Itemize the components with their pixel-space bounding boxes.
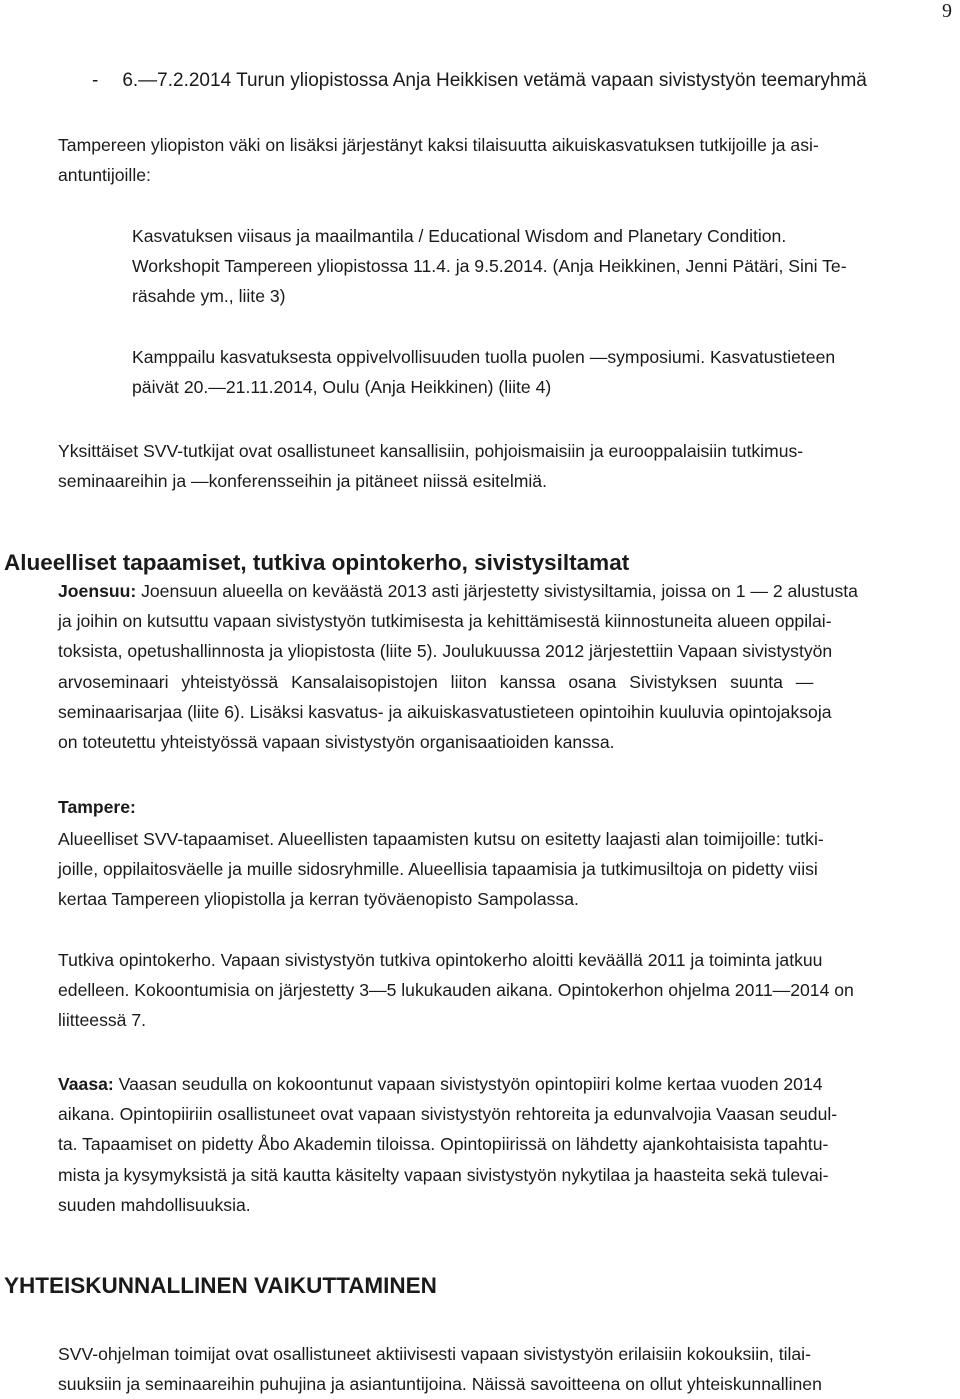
tampere-line: Alueelliset SVV-tapaamiset. Alueellisten tapaamisten kutsu on esitetty laajasti alan toimijoille: tutki- xyxy=(58,829,824,849)
vaasa-line: ta. Tapaamiset on pidetty Åbo Akademin tiloissa. Opintopiirissä on lähdetty ajankohtaisista tapahtu- xyxy=(58,1134,829,1155)
study-circle-paragraph xyxy=(58,945,958,1036)
joensuu-paragraph xyxy=(58,576,958,757)
intro-paragraph xyxy=(58,130,940,190)
joensuu-line: ja joihin on kutsuttu vapaan sivistystyön tutkimisesta ja kehittämisestä kiinnostuneita alueen oppilai- xyxy=(58,611,832,632)
event-2-line: Kamppailu kasvatuksesta oppivelvollisuuden tuolla puolen —symposiumi. Kasvatustieteen xyxy=(132,347,836,367)
section-heading-regional: Alueelliset tapaamiset, tutkiva opintokerho, sivistysiltamat xyxy=(4,550,630,575)
vaasa-line: aikana. Opintopiiriin osallistuneet ovat vapaan sivistystyön rehtoreita ja edunvalvojia Vaasan seudul- xyxy=(58,1104,838,1125)
event-1-line: räsahde ym., liite 3) xyxy=(132,286,286,307)
bullet-text: 6.—7.2.2014 Turun yliopistossa Anja Heikkisen vetämä vapaan sivistystyön teemaryhmä xyxy=(122,70,867,91)
vaasa-line: mista ja kysymyksistä ja sitä kautta käsitelty vapaan sivistystyön nykytilaa ja haasteita sekä tulevai- xyxy=(58,1164,829,1185)
page-number: 9 xyxy=(942,0,952,22)
study-circle-line: edelleen. Kokoontumisia on järjestetty 3—5 lukukauden aikana. Opintokerhon ohjelma 2011—2014 on xyxy=(58,980,854,1001)
event-1-line: Workshopit Tampereen yliopistossa 11.4. ja 9.5.2014. (Anja Heikkinen, Jenni Pätäri, Sini Te- xyxy=(132,256,847,277)
event-2-line: päivät 20.—21.11.2014, Oulu (Anja Heikkinen) (liite 4) xyxy=(132,377,552,398)
intro-line: Tampereen yliopiston väki on lisäksi järjestänyt kaksi tilaisuutta aikuiskasvatuksen tutkijoille ja asi- xyxy=(58,135,819,155)
vaasa-paragraph xyxy=(58,1069,958,1220)
event-1 xyxy=(132,221,954,312)
section-heading-societal: YHTEISKUNNALLINEN VAIKUTTAMINEN xyxy=(4,1273,437,1298)
joensuu-line: arvoseminaari yhteistyössä Kansalaisopistojen liiton kanssa osana Sivistyksen suunta — xyxy=(58,671,814,692)
individual-paragraph xyxy=(58,436,958,496)
study-circle-line: liitteessä 7. xyxy=(58,1010,147,1031)
bullet-dash: - xyxy=(92,70,99,91)
tampere-paragraph xyxy=(58,824,958,915)
joensuu-line: Joensuun alueella on keväästä 2013 asti järjestetty sivistysiltamia, joissa on 1 — 2 alustusta xyxy=(136,581,858,601)
joensuu-line: on toteutettu yhteistyössä vapaan sivistystyön organisaatioiden kanssa. xyxy=(58,732,615,753)
vaasa-line: suuden mahdollisuuksia. xyxy=(58,1194,251,1215)
vaasa-label: Vaasa: xyxy=(58,1074,114,1094)
bullet-item xyxy=(92,70,867,92)
individual-line: Yksittäiset SVV-tutkijat ovat osallistuneet kansallisiin, pohjoismaisiin ja eurooppalaisiin tutkimus- xyxy=(58,441,804,461)
study-circle-line: Tutkiva opintokerho. Vapaan sivistystyön tutkiva opintokerho aloitti keväällä 2011 ja toiminta jatkuu xyxy=(58,950,823,970)
joensuu-label: Joensuu: xyxy=(58,581,137,601)
vaasa-line: Vaasan seudulla on kokoontunut vapaan sivistystyön opintopiiri kolme kertaa vuoden 2014 xyxy=(113,1074,823,1094)
joensuu-line: toksista, opetushallinnosta ja yliopistosta (liite 5). Joulukuussa 2012 järjestettiin Vapaan sivistystyön xyxy=(58,641,833,662)
tampere-line: kertaa Tampereen yliopistolla ja kerran työväenopisto Sampolassa. xyxy=(58,889,579,910)
event-1-line: Kasvatuksen viisaus ja maailmantila / Educational Wisdom and Planetary Condition. xyxy=(132,226,787,246)
event-2 xyxy=(132,342,954,402)
tampere-line: joille, oppilaitosväelle ja muille sidosryhmille. Alueellisia tapaamisia ja tutkimusiltoja on pidetty viisi xyxy=(58,859,818,880)
intro-line: antuntijoille: xyxy=(58,165,151,186)
tampere-label: Tampere: xyxy=(58,797,136,817)
societal-line: SVV-ohjelman toimijat ovat osallistuneet aktiivisesti vapaan sivistystyön erilaisiin kokouksiin, tilai- xyxy=(58,1344,811,1364)
societal-paragraph xyxy=(58,1339,958,1399)
societal-line: suuksiin ja seminaareihin puhujina ja asiantuntijoina. Näissä savoitteena on ollut yhteiskunnallinen xyxy=(58,1374,822,1395)
joensuu-line: seminaarisarjaa (liite 6). Lisäksi kasvatus- ja aikuiskasvatustieteen opintoihin kuuluvia opintojaksoja xyxy=(58,701,832,722)
individual-line: seminaareihin ja —konferensseihin ja pitäneet niissä esitelmiä. xyxy=(58,471,547,492)
